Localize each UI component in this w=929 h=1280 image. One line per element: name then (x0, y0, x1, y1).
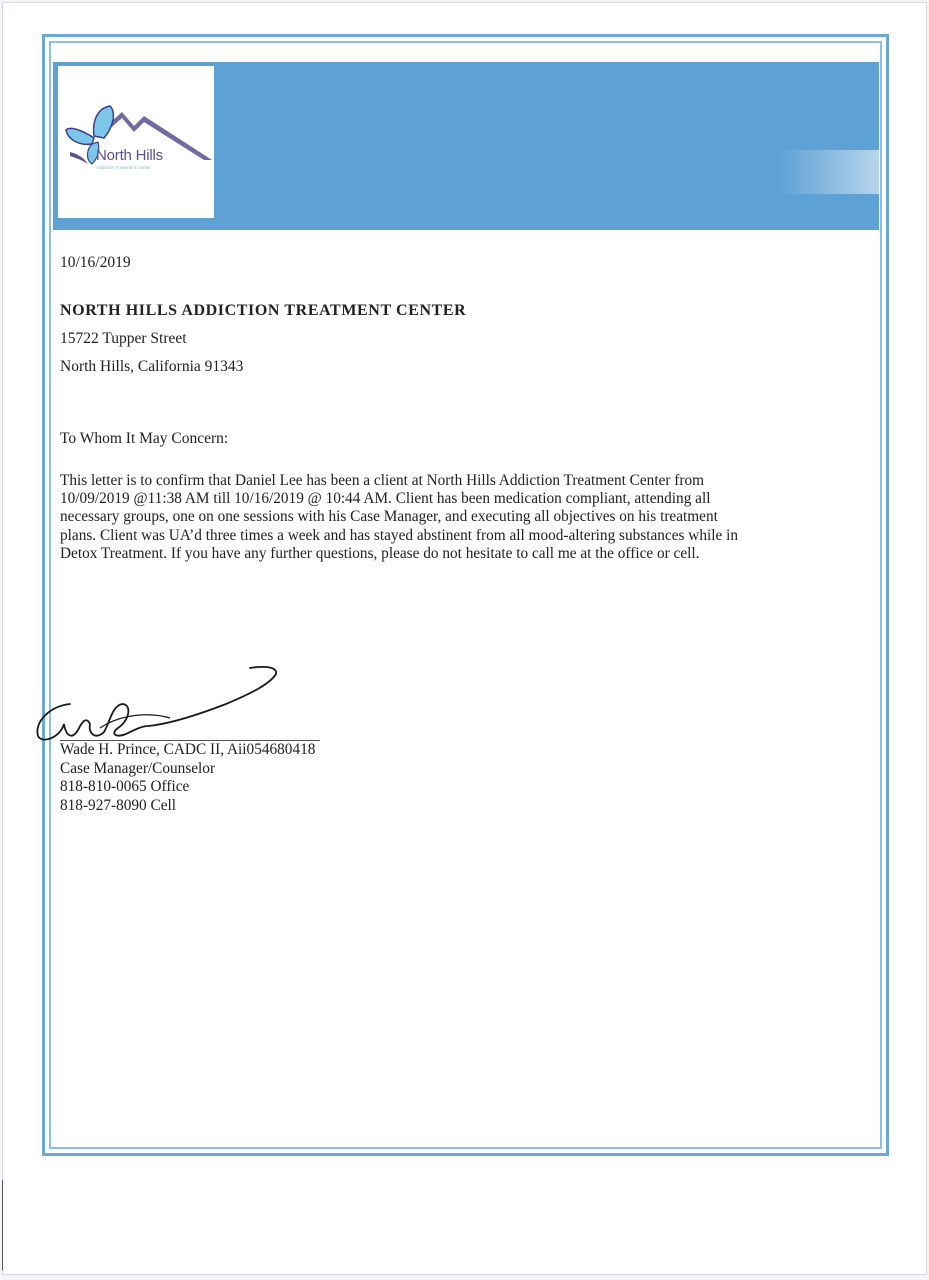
letter-body (60, 472, 870, 563)
cell-phone: 818-927-8090 Cell (60, 796, 176, 814)
signer-title: Case Manager/Counselor (60, 759, 216, 777)
body-line: This letter is to confirm that Daniel Lee has been a client at North Hills Addiction Treatment Center from (60, 472, 705, 489)
body-line: Detox Treatment. If you have any further questions, please do not hesitate to call me at the office or cell. (60, 544, 700, 562)
office-phone: 818-810-0065 Office (60, 778, 190, 796)
scan-glare (779, 150, 879, 194)
signature-block (60, 741, 315, 815)
org-name: NORTH HILLS ADDICTION TREATMENT CENTER (60, 302, 467, 319)
logo (58, 66, 214, 218)
logo-tagline: Addiction Treatment Center (96, 165, 151, 170)
signer-name: Wade H. Prince, CADC II, Aii054680418 (60, 741, 316, 758)
body-line: plans. Client was UA’d three times a week and has stayed abstinent from all mood-altering substances while in (60, 526, 738, 544)
logo-name: North Hills (96, 147, 163, 164)
scan-edge-mark (2, 1180, 3, 1270)
body-line: 10/09/2019 @11:38 AM till 10/16/2019 @ 10:44 AM. Client has been medication compliant, attending all (60, 490, 711, 508)
address-line-2: North Hills, California 91343 (60, 358, 244, 375)
salutation: To Whom It May Concern: (60, 430, 229, 447)
letter-date: 10/16/2019 (60, 254, 131, 271)
body-line: necessary groups, one on one sessions with his Case Manager, and executing all objectives on his treatment (60, 508, 718, 526)
address-line-1: 15722 Tupper Street (60, 330, 187, 347)
